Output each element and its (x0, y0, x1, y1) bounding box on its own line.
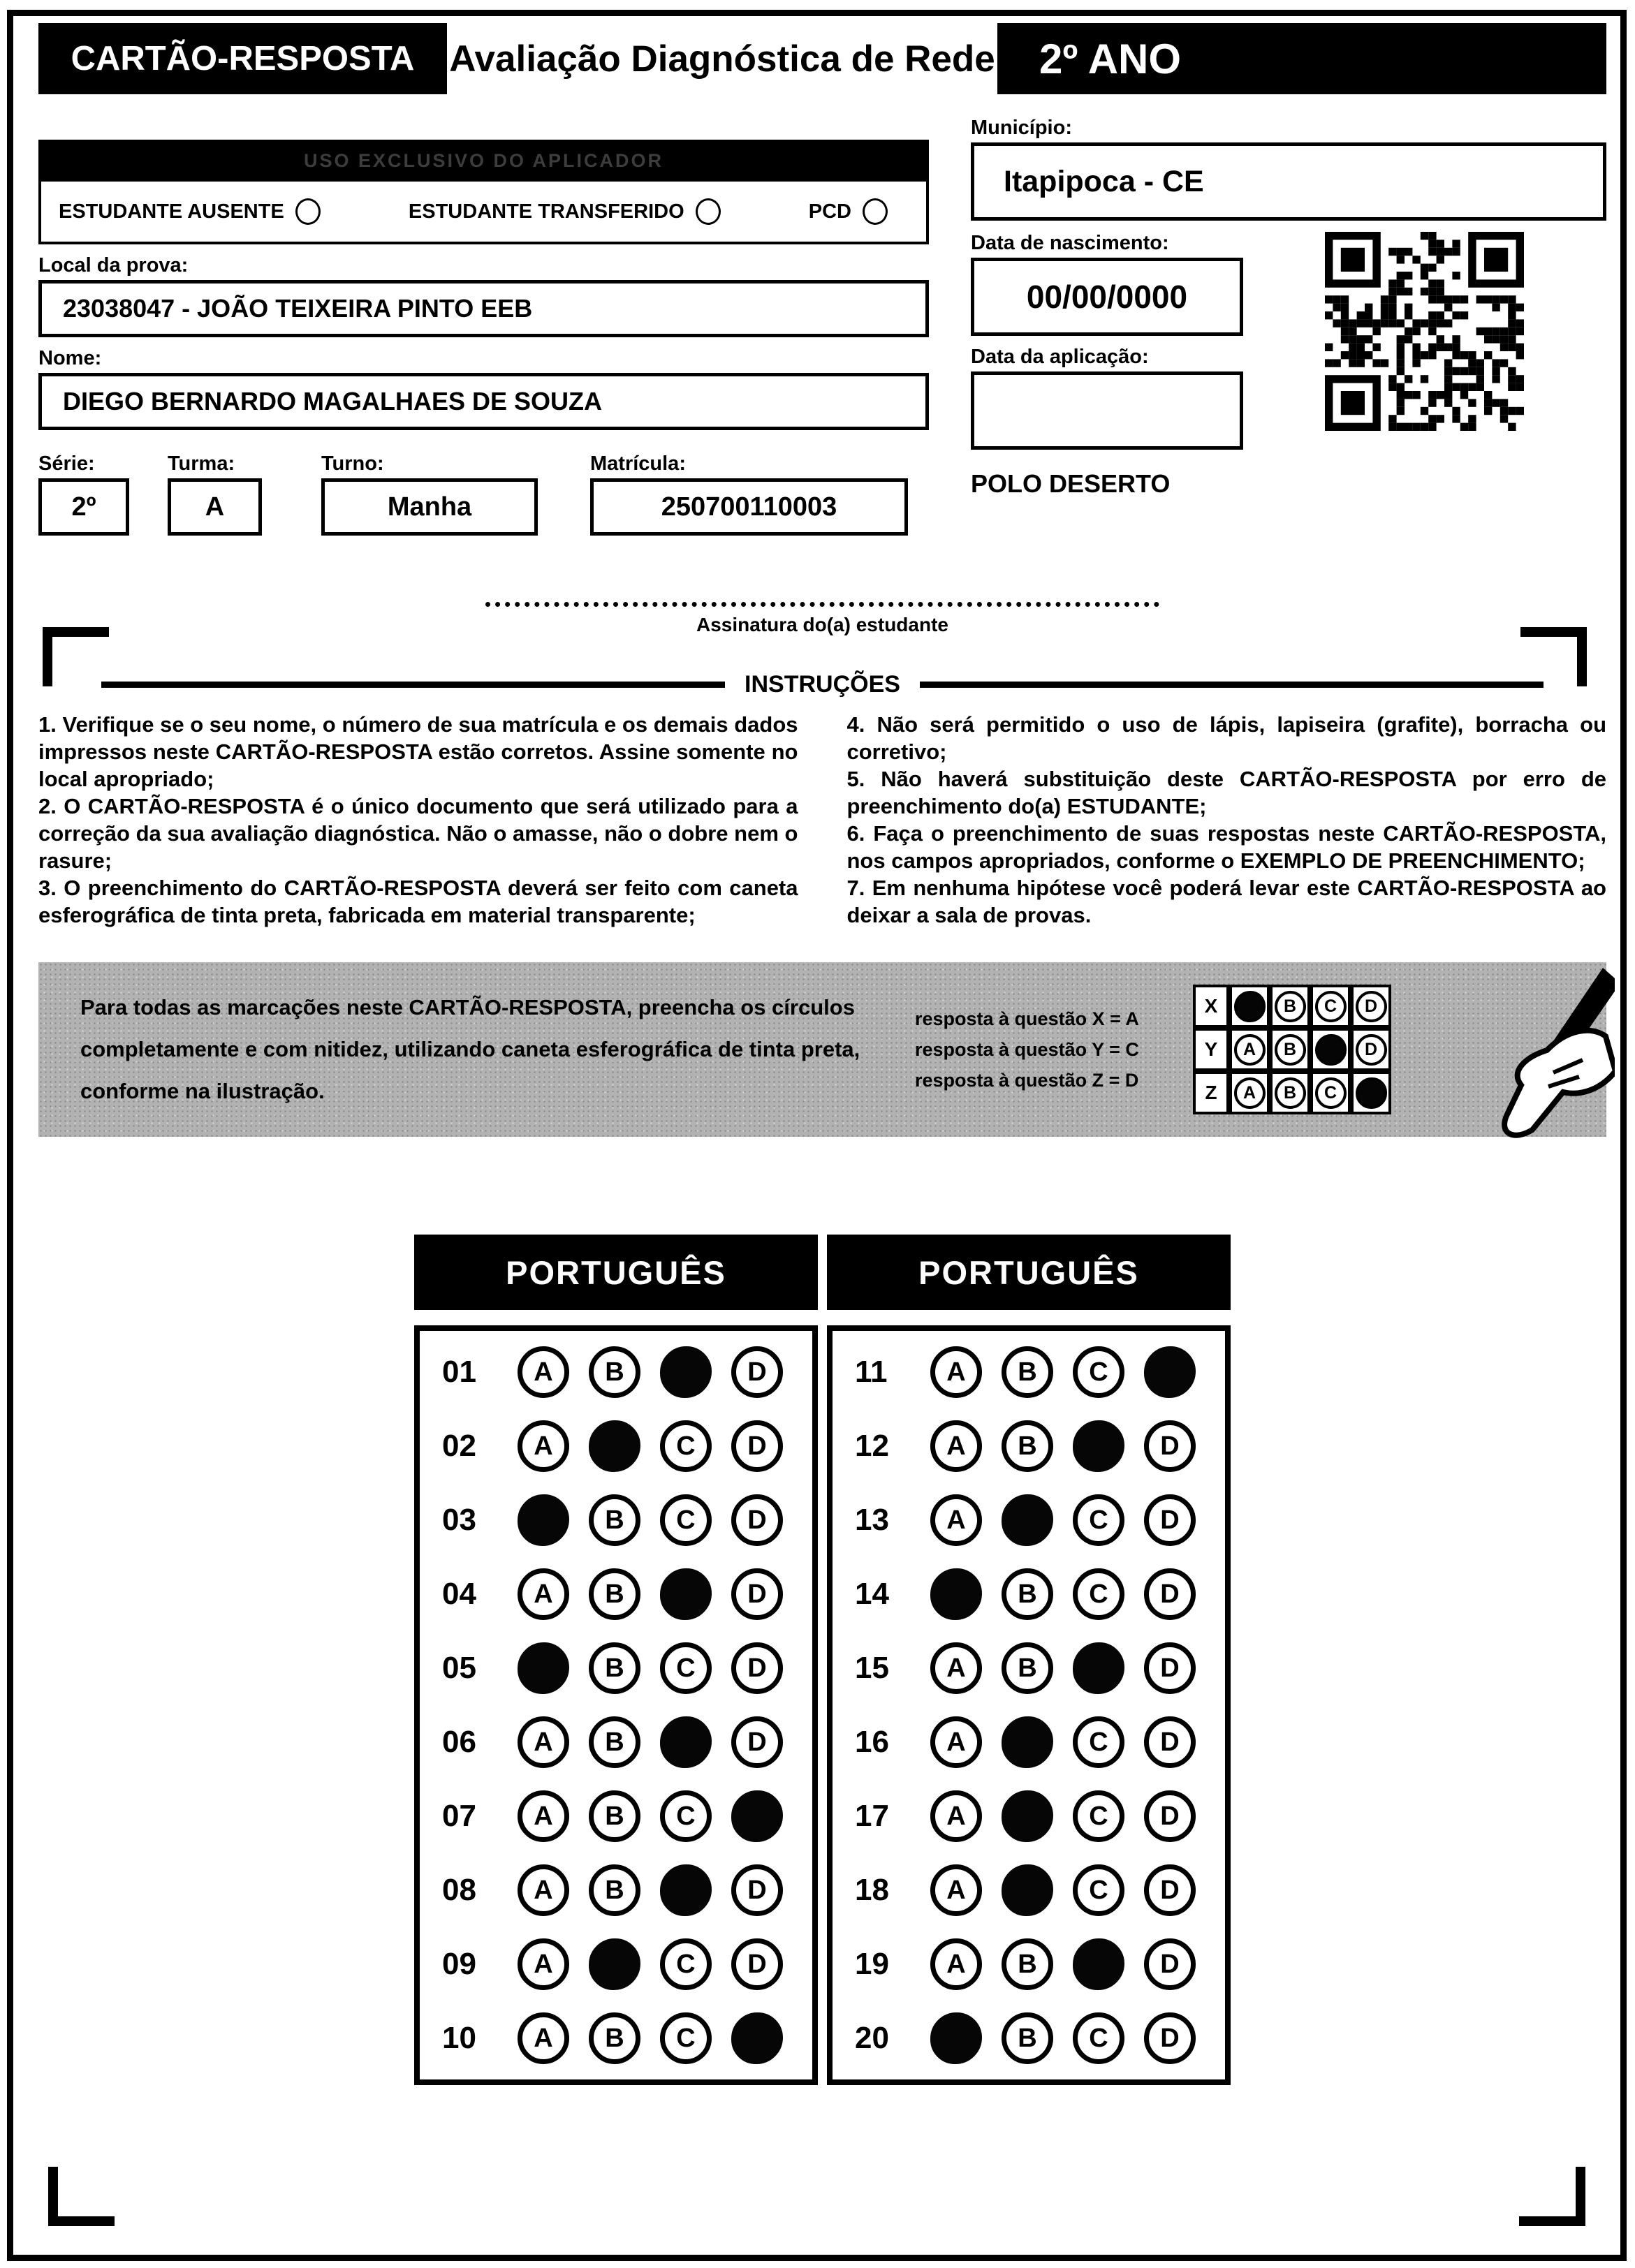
answer-bubble-q10-b[interactable]: B (589, 2012, 640, 2064)
serie-group (38, 443, 129, 536)
example-bubble-x-b: B (1275, 991, 1306, 1022)
answer-bubble-q14-d[interactable]: D (1144, 1568, 1196, 1620)
answer-bubble-q11-b[interactable]: B (1002, 1346, 1053, 1398)
instruction-item: 6. Faça o preenchimento de suas respostas neste CARTÃO-RESPOSTA, nos campos apropriados, conforme o EXEMPLO DE PREENCHIMENTO; (846, 821, 1606, 873)
grade-badge: 2º ANO (997, 23, 1606, 94)
answer-bubble-q20-c[interactable]: C (1073, 2012, 1124, 2064)
answer-bubble-q12-c[interactable] (1073, 1420, 1124, 1472)
question-row-01 (420, 1335, 812, 1409)
answer-bubble-q04-c[interactable] (660, 1568, 712, 1620)
question-number: 03 (442, 1503, 476, 1537)
question-number: 10 (442, 2021, 476, 2055)
question-number: 01 (442, 1355, 476, 1389)
form-left-column (38, 117, 929, 536)
example-bubble-z-c: C (1315, 1077, 1347, 1109)
question-row-02 (420, 1409, 812, 1483)
answer-bubble-q12-a[interactable]: A (930, 1420, 982, 1472)
answer-bubble-q13-d[interactable]: D (1144, 1494, 1196, 1546)
answer-bubble-q16-a[interactable]: A (930, 1716, 982, 1768)
answer-bubble-q18-a[interactable]: A (930, 1864, 982, 1916)
answer-bubble-q11-d[interactable] (1144, 1346, 1196, 1398)
answer-bubble-q06-d[interactable]: D (731, 1716, 783, 1768)
example-cell (1229, 1071, 1270, 1114)
applicator-bar: USO EXCLUSIVO DO APLICADOR (38, 140, 929, 182)
answer-bubble-q09-d[interactable]: D (731, 1938, 783, 1990)
question-row-18 (833, 1853, 1225, 1927)
answer-bubble-q10-a[interactable]: A (518, 2012, 569, 2064)
matricula-group (590, 443, 908, 536)
instruction-item: 1. Verifique se o seu nome, o número de sua matrícula e os demais dados impressos neste CARTÃO-RESPOSTA estão corretos. Assine somente no local apropriado; (38, 712, 798, 791)
example-text: Para todas as marcações neste CARTÃO-RESPOSTA, preencha os círculos completamente e com nitidez, utilizando caneta esferográfica de tinta preta, conforme na ilustração. (80, 995, 860, 1103)
question-row-20 (833, 2001, 1225, 2075)
answer-bubble-q13-c[interactable]: C (1073, 1494, 1124, 1546)
question-row-17 (833, 1779, 1225, 1853)
question-number: 09 (442, 1947, 476, 1981)
instruction-item: 7. Em nenhuma hipótese você poderá levar este CARTÃO-RESPOSTA ao deixar a sala de provas. (846, 876, 1606, 927)
turma-label: Turma: (168, 452, 235, 475)
answer-bubble-q07-d[interactable] (731, 1790, 783, 1842)
question-number: 04 (442, 1577, 476, 1611)
example-legend-line: resposta à questão Y = C (915, 1039, 1139, 1060)
answer-bubble-q14-b[interactable]: B (1002, 1568, 1053, 1620)
question-number: 17 (855, 1799, 889, 1833)
answer-bubble-q06-c[interactable] (660, 1716, 712, 1768)
question-number: 08 (442, 1873, 476, 1907)
local-field: 23038047 - JOÃO TEIXEIRA PINTO EEB (38, 280, 929, 337)
answer-bubble-q17-b[interactable] (1002, 1790, 1053, 1842)
turno-field: Manha (321, 478, 538, 536)
question-number: 19 (855, 1947, 889, 1981)
answer-bubble-q19-b[interactable]: B (1002, 1938, 1053, 1990)
instructions-section (38, 671, 1606, 929)
example-cell (1229, 985, 1270, 1028)
answer-bubble-q16-c[interactable]: C (1073, 1716, 1124, 1768)
question-row-14 (833, 1557, 1225, 1631)
answer-bubble-q05-a[interactable] (518, 1642, 569, 1694)
example-legend-line: resposta à questão X = A (915, 1008, 1139, 1029)
answer-bubble-q15-a[interactable]: A (930, 1642, 982, 1694)
answer-bubble-q05-c[interactable]: C (660, 1642, 712, 1694)
question-row-08 (420, 1853, 812, 1927)
answer-bubble-q06-b[interactable]: B (589, 1716, 640, 1768)
example-row-label-X: X (1193, 985, 1229, 1028)
answer-bubble-q12-b[interactable]: B (1002, 1420, 1053, 1472)
card-title: CARTÃO-RESPOSTA (38, 23, 447, 94)
applicator-option-label: ESTUDANTE AUSENTE (59, 200, 284, 223)
answer-bubble-q04-a[interactable]: A (518, 1568, 569, 1620)
divider-line (920, 682, 1544, 688)
answer-bubble-q06-a[interactable]: A (518, 1716, 569, 1768)
answer-bubble-q15-d[interactable]: D (1144, 1642, 1196, 1694)
question-number: 15 (855, 1651, 889, 1685)
question-row-09 (420, 1927, 812, 2001)
answer-bubble-q01-b[interactable]: B (589, 1346, 640, 1398)
answer-block-2 (827, 1235, 1231, 2085)
answer-bubble-q17-d[interactable]: D (1144, 1790, 1196, 1842)
dates-qr-row (971, 232, 1606, 450)
answer-bubble-q08-b[interactable]: B (589, 1864, 640, 1916)
example-bubble-y-b: B (1275, 1034, 1306, 1066)
answer-bubble-q01-d[interactable]: D (731, 1346, 783, 1398)
divider-line (101, 682, 725, 688)
hand-pen-illustration (1405, 968, 1615, 1142)
instructions-title: INSTRUÇÕES (745, 671, 900, 698)
answer-bubble-q20-d[interactable]: D (1144, 2012, 1196, 2064)
answer-bubble-q18-c[interactable]: C (1073, 1864, 1124, 1916)
small-fields-row (38, 443, 929, 536)
example-grid (1193, 985, 1391, 1114)
header (38, 23, 1606, 94)
answer-bubble-q03-c[interactable]: C (660, 1494, 712, 1546)
question-number: 20 (855, 2021, 889, 2055)
instruction-item: 4. Não será permitido o uso de lápis, lapiseira (grafite), borracha ou corretivo; (846, 712, 1606, 764)
answer-bubble-q02-b[interactable] (589, 1420, 640, 1472)
answer-bubble-q11-c[interactable]: C (1073, 1346, 1124, 1398)
question-number: 16 (855, 1725, 889, 1759)
turno-group (321, 443, 538, 536)
question-row-05 (420, 1631, 812, 1705)
example-row-label-Y: Y (1193, 1028, 1229, 1071)
example-cell (1351, 1028, 1391, 1071)
nascimento-field: 00/00/0000 (971, 258, 1243, 336)
answer-bubble-q10-c[interactable]: C (660, 2012, 712, 2064)
assessment-title: Avaliação Diagnóstica de Rede (447, 23, 997, 94)
example-bubble-x-d: D (1356, 991, 1387, 1022)
question-row-16 (833, 1705, 1225, 1779)
answer-bubble-q03-a[interactable] (518, 1494, 569, 1546)
answer-bubble-q17-a[interactable]: A (930, 1790, 982, 1842)
answer-bubble-q13-b[interactable] (1002, 1494, 1053, 1546)
example-bubble-z-d (1356, 1077, 1387, 1109)
applicator-option-label: ESTUDANTE TRANSFERIDO (408, 200, 684, 223)
form-area (38, 117, 1606, 536)
answer-sections (38, 1235, 1606, 2085)
instructions-left (38, 711, 798, 929)
signature-label: Assinatura do(a) estudante (696, 614, 948, 635)
answer-bubble-q02-d[interactable]: D (731, 1420, 783, 1472)
question-row-03 (420, 1483, 812, 1557)
answer-bubble-q18-d[interactable]: D (1144, 1864, 1196, 1916)
question-number: 14 (855, 1577, 889, 1611)
corner-mark-top-left (43, 627, 109, 686)
example-cell (1229, 1028, 1270, 1071)
answer-bubble-q04-b[interactable]: B (589, 1568, 640, 1620)
answer-grid (414, 1325, 818, 2085)
answer-bubble-q15-c[interactable] (1073, 1642, 1124, 1694)
example-cell (1270, 1028, 1310, 1071)
nome-field: DIEGO BERNARDO MAGALHAES DE SOUZA (38, 373, 929, 430)
answer-bubble-q08-c[interactable] (660, 1864, 712, 1916)
example-cell (1270, 1071, 1310, 1114)
answer-bubble-q13-a[interactable]: A (930, 1494, 982, 1546)
answer-bubble-q16-b[interactable] (1002, 1716, 1053, 1768)
question-row-13 (833, 1483, 1225, 1557)
question-row-15 (833, 1631, 1225, 1705)
answer-bubble-q07-b[interactable]: B (589, 1790, 640, 1842)
example-cell (1270, 985, 1310, 1028)
answer-bubble-q14-c[interactable]: C (1073, 1568, 1124, 1620)
outer-frame (7, 10, 1627, 2261)
applicator-option-label: PCD (808, 200, 851, 223)
municipio-label: Município: (971, 117, 1072, 139)
matricula-field: 250700110003 (590, 478, 908, 536)
instruction-item: 5. Não haverá substituição deste CARTÃO-RESPOSTA por erro de preenchimento do(a) ESTUDANTE; (846, 767, 1606, 818)
answer-bubble-q11-a[interactable]: A (930, 1346, 982, 1398)
answer-bubble-q09-c[interactable]: C (660, 1938, 712, 1990)
answer-bubble-q10-d[interactable] (731, 2012, 783, 2064)
question-row-06 (420, 1705, 812, 1779)
example-cell (1310, 1071, 1351, 1114)
question-row-11 (833, 1335, 1225, 1409)
question-number: 11 (855, 1355, 888, 1389)
answer-bubble-q08-d[interactable]: D (731, 1864, 783, 1916)
example-bubble-z-b: B (1275, 1077, 1306, 1109)
answer-bubble-q01-c[interactable] (660, 1346, 712, 1398)
answer-bubble-q03-d[interactable]: D (731, 1494, 783, 1546)
subject-header: PORTUGUÊS (827, 1235, 1231, 1310)
matricula-label: Matrícula: (590, 452, 686, 475)
question-number: 18 (855, 1873, 889, 1907)
turno-label: Turno: (321, 452, 384, 475)
answer-bubble-q05-d[interactable]: D (731, 1642, 783, 1694)
question-number: 06 (442, 1725, 476, 1759)
question-row-12 (833, 1409, 1225, 1483)
question-row-19 (833, 1927, 1225, 2001)
radio-circle-icon[interactable] (863, 198, 888, 225)
answer-bubble-q20-b[interactable]: B (1002, 2012, 1053, 2064)
answer-bubble-q02-c[interactable]: C (660, 1420, 712, 1472)
turma-group (168, 443, 262, 536)
example-bubble-y-d: D (1356, 1034, 1387, 1066)
example-bubble-y-c (1315, 1034, 1347, 1066)
serie-field: 2º (38, 478, 129, 536)
answer-bubble-q19-c[interactable] (1073, 1938, 1124, 1990)
corner-mark-bottom-right (1519, 2167, 1585, 2226)
applicator-option-2 (409, 198, 721, 225)
radio-circle-icon[interactable] (295, 198, 321, 225)
answer-bubble-q17-c[interactable]: C (1073, 1790, 1124, 1842)
question-number: 05 (442, 1651, 476, 1685)
answer-bubble-q02-a[interactable]: A (518, 1420, 569, 1472)
instruction-item: 2. O CARTÃO-RESPOSTA é o único documento que será utilizado para a correção da sua avaliação diagnóstica. Não o amasse, não o dobre nem o rasure; (38, 794, 798, 873)
example-legend (915, 1003, 1180, 1096)
signature-block (38, 602, 1606, 636)
nome-label: Nome: (38, 347, 102, 369)
question-number: 07 (442, 1799, 476, 1833)
answer-block-1 (414, 1235, 818, 2085)
answer-bubble-q08-a[interactable]: A (518, 1864, 569, 1916)
example-bubble-x-a (1234, 991, 1266, 1022)
answer-bubble-q05-b[interactable]: B (589, 1642, 640, 1694)
question-number: 12 (855, 1429, 889, 1463)
example-row-label-Z: Z (1193, 1071, 1229, 1114)
applicator-options (38, 182, 929, 244)
answer-bubble-q20-a[interactable] (930, 2012, 982, 2064)
answer-bubble-q14-a[interactable] (930, 1568, 982, 1620)
answer-bubble-q03-b[interactable]: B (589, 1494, 640, 1546)
example-cell (1351, 1071, 1391, 1114)
question-row-07 (420, 1779, 812, 1853)
answer-bubble-q07-c[interactable]: C (660, 1790, 712, 1842)
answer-bubble-q12-d[interactable]: D (1144, 1420, 1196, 1472)
instructions-header (38, 671, 1606, 698)
form-right-column (971, 117, 1606, 536)
answer-bubble-q16-d[interactable]: D (1144, 1716, 1196, 1768)
corner-mark-bottom-left (48, 2167, 115, 2226)
local-label: Local da prova: (38, 254, 189, 277)
answer-bubble-q07-a[interactable]: A (518, 1790, 569, 1842)
example-cell (1351, 985, 1391, 1028)
serie-label: Série: (38, 452, 95, 475)
answer-bubble-q19-a[interactable]: A (930, 1938, 982, 1990)
answer-bubble-q09-b[interactable] (589, 1938, 640, 1990)
dates-column (971, 232, 1243, 450)
signature-line (485, 602, 1159, 607)
instructions-right (847, 711, 1607, 929)
answer-bubble-q18-b[interactable] (1002, 1864, 1053, 1916)
question-row-10 (420, 2001, 812, 2075)
question-number: 02 (442, 1429, 476, 1463)
example-band (38, 962, 1606, 1137)
aplicacao-field (971, 371, 1243, 450)
answer-grid (827, 1325, 1231, 2085)
example-cell (1310, 1028, 1351, 1071)
nascimento-label: Data de nascimento: (971, 232, 1169, 254)
example-cell (1310, 985, 1351, 1028)
answer-bubble-q19-d[interactable]: D (1144, 1938, 1196, 1990)
answer-bubble-q04-d[interactable]: D (731, 1568, 783, 1620)
answer-bubble-q15-b[interactable]: B (1002, 1642, 1053, 1694)
example-bubble-y-a: A (1234, 1034, 1266, 1066)
corner-mark-top-right (1520, 627, 1587, 686)
subject-header: PORTUGUÊS (414, 1235, 818, 1310)
example-bubble-x-c: C (1315, 991, 1347, 1022)
turma-field: A (168, 478, 262, 536)
aplicacao-label: Data da aplicação: (971, 346, 1149, 368)
applicator-option-1 (59, 198, 321, 225)
applicator-option-3 (809, 198, 888, 225)
qr-code (1325, 232, 1524, 450)
example-legend-line: resposta à questão Z = D (915, 1070, 1139, 1091)
answer-bubble-q09-a[interactable]: A (518, 1938, 569, 1990)
example-bubble-z-a: A (1234, 1077, 1266, 1109)
question-number: 13 (855, 1503, 889, 1537)
radio-circle-icon[interactable] (696, 198, 721, 225)
answer-bubble-q01-a[interactable]: A (518, 1346, 569, 1398)
polo-status: POLO DESERTO (971, 469, 1171, 498)
instruction-item: 3. O preenchimento do CARTÃO-RESPOSTA deverá ser feito com caneta esferográfica de tinta preta, fabricada em material transparente; (38, 876, 798, 927)
question-row-04 (420, 1557, 812, 1631)
municipio-field: Itapipoca - CE (971, 142, 1606, 221)
